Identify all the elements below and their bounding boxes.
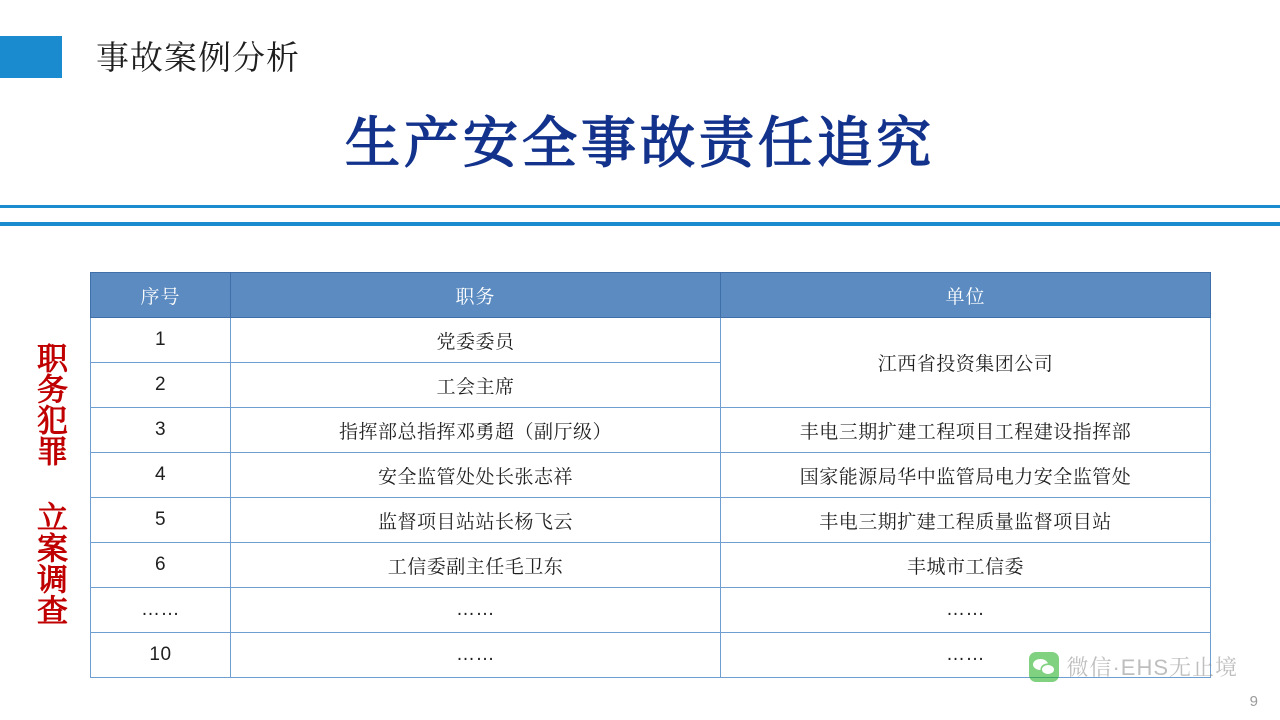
cell-no: 1 xyxy=(91,318,231,363)
cell-no: 2 xyxy=(91,363,231,408)
slide-kicker: 事故案例分析 xyxy=(96,39,300,76)
cell-job-name: 总指挥邓勇超（副厅级） xyxy=(397,421,613,443)
header-accent-marker xyxy=(0,36,62,78)
cell-unit: …… xyxy=(721,633,1211,678)
table-row xyxy=(91,498,1211,543)
watermark xyxy=(1029,651,1238,682)
cell-job-name: 工会主席 xyxy=(436,376,515,398)
table-row xyxy=(91,453,1211,498)
cell-job xyxy=(231,318,721,363)
column-header-no: 序号 xyxy=(91,273,231,318)
cell-no: 3 xyxy=(91,408,231,453)
cell-job xyxy=(231,543,721,588)
table-header-row xyxy=(91,273,1211,318)
cell-job xyxy=(231,363,721,408)
cell-job-prefix: 指挥部 xyxy=(338,421,398,443)
cell-job xyxy=(231,408,721,453)
cell-job xyxy=(231,453,721,498)
wechat-icon xyxy=(1029,652,1059,682)
table-row xyxy=(91,543,1211,588)
cell-unit: 丰电三期扩建工程质量监督项目站 xyxy=(721,498,1211,543)
cell-no: 6 xyxy=(91,543,231,588)
cell-job-name: 处长张志祥 xyxy=(475,466,574,488)
responsibility-table xyxy=(90,272,1210,678)
cell-job-name: 站长杨飞云 xyxy=(475,511,574,533)
cell-unit: …… xyxy=(721,588,1211,633)
cell-unit: 丰城市工信委 xyxy=(721,543,1211,588)
column-header-unit: 单位 xyxy=(721,273,1211,318)
cell-no: 5 xyxy=(91,498,231,543)
page-number: 9 xyxy=(1249,693,1258,710)
cell-job: …… xyxy=(231,588,721,633)
cell-job-name: 党委委员 xyxy=(436,331,515,353)
cell-unit: 丰电三期扩建工程项目工程建设指挥部 xyxy=(721,408,1211,453)
page-title: 生产安全事故责任追究 xyxy=(344,112,935,174)
cell-unit: 国家能源局华中监管局电力安全监管处 xyxy=(721,453,1211,498)
column-header-job: 职务 xyxy=(231,273,721,318)
table-row xyxy=(91,318,1211,363)
cell-job: …… xyxy=(231,633,721,678)
cell-no: 10 xyxy=(91,633,231,678)
divider-bottom xyxy=(0,222,1280,226)
cell-job-prefix: 工信委副 xyxy=(387,556,466,578)
cell-no: …… xyxy=(91,588,231,633)
table-row xyxy=(91,408,1211,453)
cell-unit: 江西省投资集团公司 xyxy=(721,318,1211,408)
watermark-text: 微信·EHS无止境 xyxy=(1066,655,1238,680)
cell-job-name: 主任毛卫东 xyxy=(465,556,564,578)
cell-no: 4 xyxy=(91,453,231,498)
cell-job xyxy=(231,498,721,543)
table-row xyxy=(91,588,1211,633)
side-vertical-label: 职务犯罪 立案调查 xyxy=(32,341,67,625)
cell-job-prefix: 安全监管处 xyxy=(377,466,476,488)
cell-job-prefix: 监督项目站 xyxy=(377,511,476,533)
divider-top xyxy=(0,205,1280,208)
